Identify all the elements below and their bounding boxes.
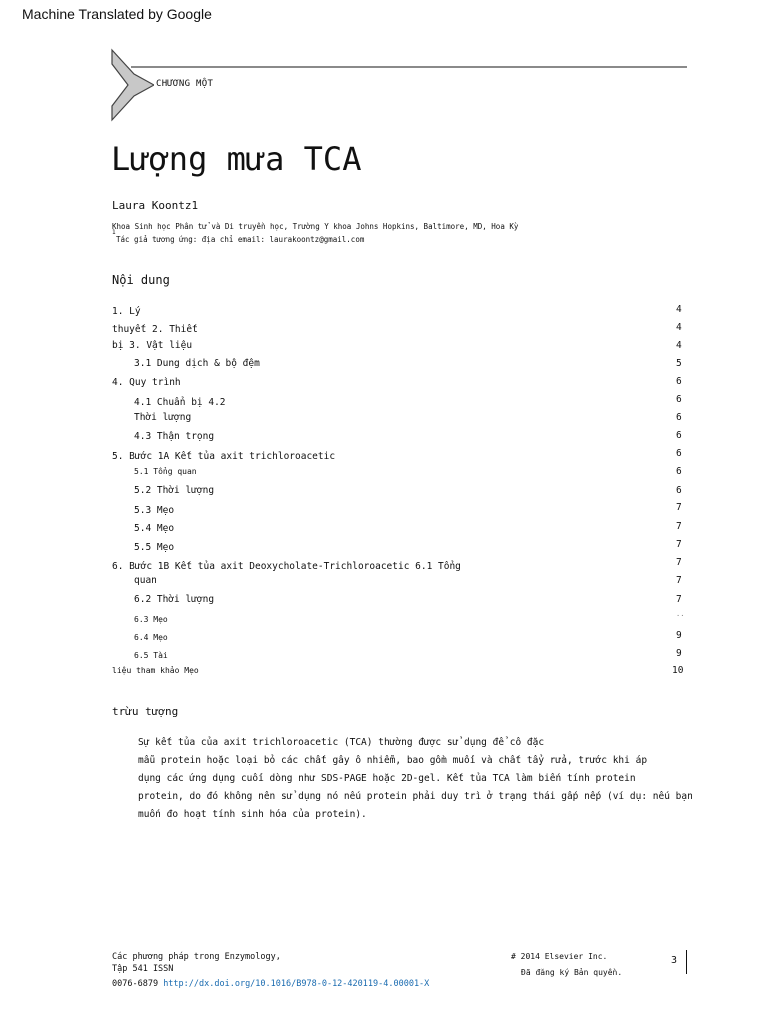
abstract-line: mẫu protein hoặc loại bỏ các chất gây ô nhiễm, bao gồm muối và chất tẩy rửa, trước khi áp	[138, 755, 648, 766]
toc-page: 6	[676, 376, 682, 387]
page-number-rule	[686, 950, 687, 974]
abstract-heading: trừu tượng	[112, 705, 179, 718]
toc-entry[interactable]: 4.3 Thận trọng	[134, 431, 215, 442]
toc-page: 9	[676, 630, 682, 641]
toc-page: 4	[676, 340, 682, 351]
toc-page: 7	[676, 502, 682, 513]
toc-page: 9	[676, 648, 682, 659]
toc-entry[interactable]: 6. Bước 1B Kết tủa axit Deoxycholate-Trichloroacetic 6.1 Tổng	[112, 561, 461, 572]
copyright-notice: # 2014 Elsevier Inc.	[511, 952, 608, 961]
page-title: Lượng mưa TCA	[111, 140, 362, 178]
toc-entry[interactable]: 5.2 Thời lượng	[134, 485, 215, 496]
toc-entry[interactable]: 4.1 Chuẩn bị 4.2	[134, 397, 226, 408]
toc-page: 6	[676, 466, 682, 477]
doi-line	[112, 979, 429, 989]
toc-entry[interactable]: 5.1 Tổng quan	[134, 467, 197, 476]
abstract-line: protein, do đó không nên sử dụng nó nếu protein phải duy trì ở trạng thái gấp nếp (ví dụ: nếu bạn	[138, 791, 693, 802]
author-name: Laura Koontz1	[112, 199, 199, 212]
author-affiliation: Khoa Sinh học Phân tử và Di truyền học, Trường Y khoa Johns Hopkins, Baltimore, MD, Hoa Kỳ	[112, 222, 519, 231]
toc-page: 4	[676, 322, 682, 333]
toc-page: 6	[676, 394, 682, 405]
toc-page: 7	[676, 539, 682, 550]
issn-number: 0076-6879	[112, 979, 159, 989]
chapter-rule	[131, 66, 687, 68]
abstract-line: dụng các ứng dụng cuối dòng như SDS-PAGE hoặc 2D-gel. Kết tủa TCA làm biến tính protein	[138, 773, 636, 784]
toc-entry[interactable]: 1. Lý	[112, 306, 141, 317]
toc-page: 7	[676, 575, 682, 586]
toc-entry[interactable]: 6.4 Mẹo	[134, 633, 168, 642]
correspondence-note: Tác giả tương ứng: địa chỉ email: laurakoontz@gmail.com	[116, 235, 365, 244]
journal-volume: Tập 541 ISSN	[112, 964, 174, 974]
chapter-label: CHƯƠNG MỘT	[156, 79, 214, 89]
abstract-line: Sự kết tủa của axit trichloroacetic (TCA) thường được sử dụng để cô đặc	[138, 737, 545, 748]
toc-page: 6	[676, 412, 682, 423]
toc-page: ··	[676, 612, 685, 620]
toc-page: 10	[672, 665, 684, 676]
toc-page: 6	[676, 485, 682, 496]
toc-entry[interactable]: 5.4 Mẹo	[134, 523, 175, 534]
toc-page: 6	[676, 448, 682, 459]
doi-link[interactable]: http://dx.doi.org/10.1016/B978-0-12-420119-4.00001-X	[163, 979, 430, 989]
toc-entry[interactable]: 5.3 Mẹo	[134, 505, 175, 516]
toc-entry[interactable]: 6.5 Tài	[134, 651, 168, 660]
toc-entry[interactable]: 3.1 Dung dịch & bộ đệm	[134, 358, 260, 369]
toc-entry[interactable]: quan	[134, 575, 157, 586]
rights-notice: Đã đăng ký Bản quyền.	[521, 968, 623, 977]
toc-page: 7	[676, 521, 682, 532]
toc-entry[interactable]: liệu tham khảo Mẹo	[112, 666, 199, 675]
toc-page: 5	[676, 358, 682, 369]
toc-entry[interactable]: bị 3. Vật liệu	[112, 340, 193, 351]
toc-page: 4	[676, 304, 682, 315]
machine-translation-banner: Machine Translated by Google	[22, 6, 212, 22]
toc-page: 7	[676, 594, 682, 605]
toc-entry[interactable]: 4. Quy trình	[112, 377, 181, 388]
affiliation-mark: 1	[112, 229, 116, 236]
toc-entry[interactable]: 5. Bước 1A Kết tủa axit trichloroacetic	[112, 451, 336, 462]
toc-entry[interactable]: 5.5 Mẹo	[134, 542, 175, 553]
toc-entry[interactable]: thuyết 2. Thiết	[112, 324, 198, 335]
journal-name: Các phương pháp trong Enzymology,	[112, 952, 281, 962]
toc-entry[interactable]: Thời lượng	[134, 412, 192, 423]
toc-page: 6	[676, 430, 682, 441]
abstract-line: muốn đo hoạt tính sinh hóa của protein).	[138, 809, 367, 820]
toc-entry[interactable]: 6.3 Mẹo	[134, 615, 168, 624]
page-number: 3	[671, 955, 678, 966]
chapter-chevron-icon	[110, 48, 154, 122]
toc-entry[interactable]: 6.2 Thời lượng	[134, 594, 215, 605]
toc-page: 7	[676, 557, 682, 568]
contents-heading: Nội dung	[112, 273, 170, 287]
